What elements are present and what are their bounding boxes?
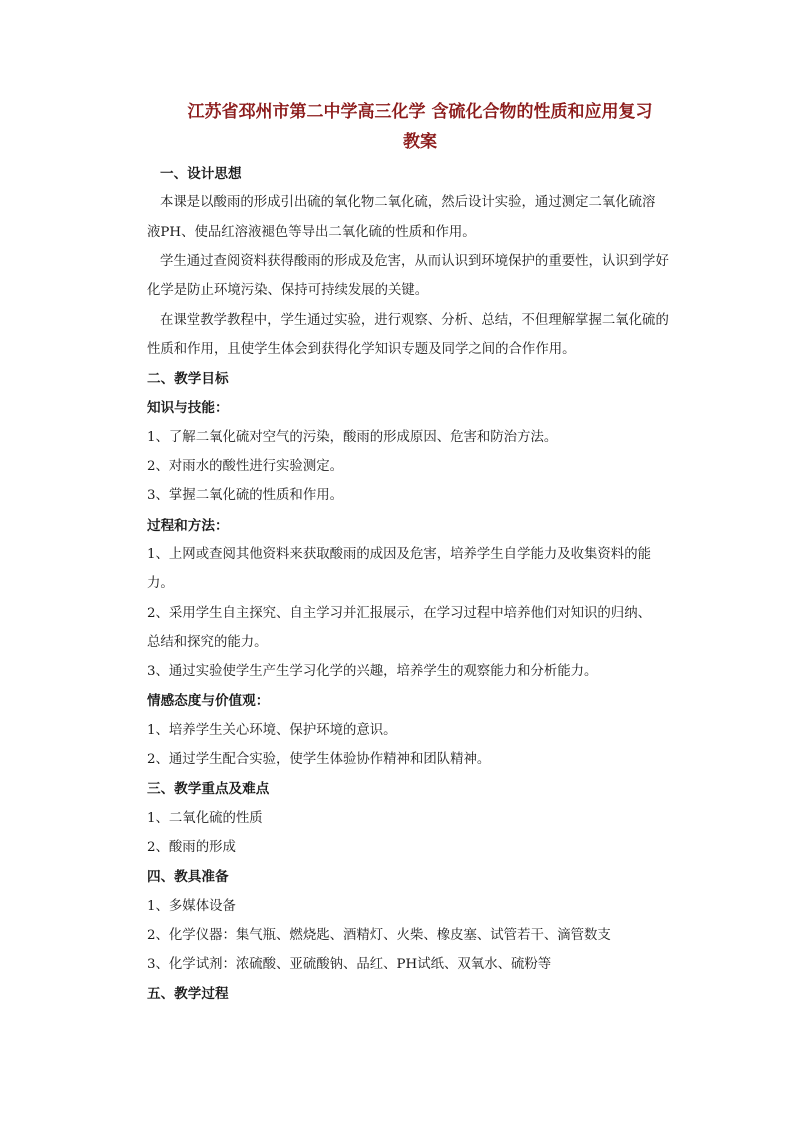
section-heading: 情感态度与价值观：: [147, 693, 270, 710]
paragraph-line: 化学是防止环境污染、保持可持续发展的关键。: [147, 283, 429, 299]
section-heading: 五、教学过程: [147, 986, 229, 1003]
section-heading: 知识与技能：: [147, 400, 229, 417]
paragraph-line: 性质和作用，且使学生体会到获得化学知识专题及同学之间的合作作用。: [147, 341, 576, 357]
paragraph-line: 1、二氧化硫的性质: [147, 810, 263, 826]
paragraph-line: 学生通过查阅资料获得酸雨的形成及危害，从而认识到环境保护的重要性，认识到学好: [160, 253, 669, 269]
document-title-line1: 江苏省邳州市第二中学高三化学 含硫化合物的性质和应用复习: [187, 102, 653, 122]
paragraph-line: 1、上网或查阅其他资料来获取酸雨的成因及危害，培养学生自学能力及收集资料的能: [147, 546, 651, 562]
paragraph-line: 2、酸雨的形成: [147, 839, 236, 855]
paragraph-line: 3、掌握二氧化硫的性质和作用。: [147, 488, 343, 504]
section-heading: 过程和方法：: [147, 517, 229, 534]
paragraph-line: 在课堂教学教程中，学生通过实验，进行观察、分析、总结，不但理解掌握二氧化硫的: [160, 312, 669, 328]
section-heading: 三、教学重点及难点: [147, 781, 270, 798]
paragraph-line: 2、对雨水的酸性进行实验测定。: [147, 459, 343, 474]
section-heading: 二、教学目标: [147, 371, 229, 388]
paragraph-line: 1、了解二氧化硫对空气的污染，酸雨的形成原因、危害和防治方法。: [147, 429, 558, 445]
paragraph-line: 2、通过学生配合实验，使学生体验协作精神和团队精神。: [147, 752, 491, 767]
paragraph-line: 3、化学试剂：浓硫酸、亚硫酸钠、品红、PH试纸、双氧水、硫粉等: [147, 957, 552, 973]
paragraph-line: 1、多媒体设备: [147, 898, 236, 914]
paragraph-line: 力。: [147, 576, 174, 592]
paragraph-line: 3、通过实验使学生产生学习化学的兴趣，培养学生的观察能力和分析能力。: [147, 664, 598, 680]
document-title-line2: 教案: [403, 132, 437, 152]
paragraph-line: 1、培养学生关心环境、保护环境的意识。: [147, 722, 397, 738]
paragraph-line: 本课是以酸雨的形成引出硫的氧化物二氧化硫，然后设计实验，通过测定二氧化硫溶: [160, 195, 656, 211]
section-heading: 四、教具准备: [147, 869, 229, 886]
paragraph-line: 总结和探究的能力。: [147, 634, 268, 650]
paragraph-line: 2、化学仪器：集气瓶、燃烧匙、酒精灯、火柴、橡皮塞、试管若干、滴管数支: [147, 927, 611, 943]
section-heading: 一、设计思想: [160, 166, 242, 182]
paragraph-line: 液PH、使品红溶液褪色等导出二氧化硫的性质和作用。: [147, 224, 476, 240]
paragraph-line: 2、采用学生自主探究、自主学习并汇报展示，在学习过程中培养他们对知识的归纳、: [147, 605, 651, 621]
